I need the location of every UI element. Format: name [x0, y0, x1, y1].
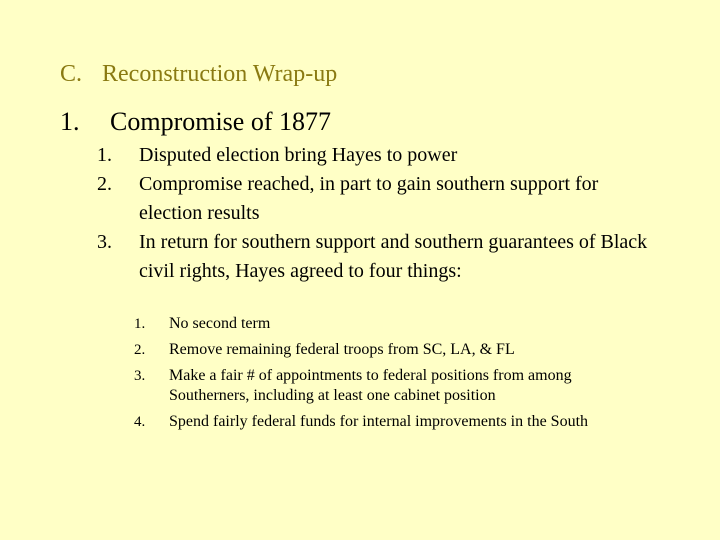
thing-item — [134, 314, 694, 334]
thing-item — [134, 366, 694, 406]
heading-text: Reconstruction Wrap-up — [102, 61, 338, 87]
subpoint-number: 1. — [97, 144, 112, 166]
main-point-text: Compromise of 1877 — [110, 107, 331, 136]
thing-item — [134, 412, 694, 432]
thing-number: 1. — [134, 316, 146, 332]
main-point — [60, 107, 331, 137]
thing-text: Spend fairly federal funds for internal improvements in the South — [169, 413, 589, 430]
slide-heading — [60, 61, 337, 88]
main-point-number: 1. — [60, 107, 80, 136]
subpoint-list — [97, 141, 697, 286]
subpoint-item — [97, 170, 697, 228]
heading-number: C. — [60, 61, 83, 87]
subpoint-number: 2. — [97, 173, 112, 195]
subpoint-item — [97, 141, 697, 170]
subpoint-item — [97, 228, 697, 286]
thing-text: No second term — [169, 315, 271, 332]
subpoint-text: Disputed election bring Hayes to power — [139, 144, 458, 166]
thing-text: Make a fair # of appointments to federal positions from among Southerners, including at least one cabinet position — [169, 367, 572, 404]
thing-number: 4. — [134, 414, 146, 430]
thing-text: Remove remaining federal troops from SC, LA, & FL — [169, 341, 515, 358]
subpoint-text: In return for southern support and southern guarantees of Black civil rights, Hayes agreed to four things: — [139, 231, 648, 282]
subpoint-number: 3. — [97, 231, 112, 253]
thing-number: 3. — [134, 368, 146, 384]
thing-item — [134, 340, 694, 360]
subpoint-text: Compromise reached, in part to gain southern support for election results — [139, 173, 599, 224]
things-list — [134, 314, 694, 432]
thing-number: 2. — [134, 342, 146, 358]
